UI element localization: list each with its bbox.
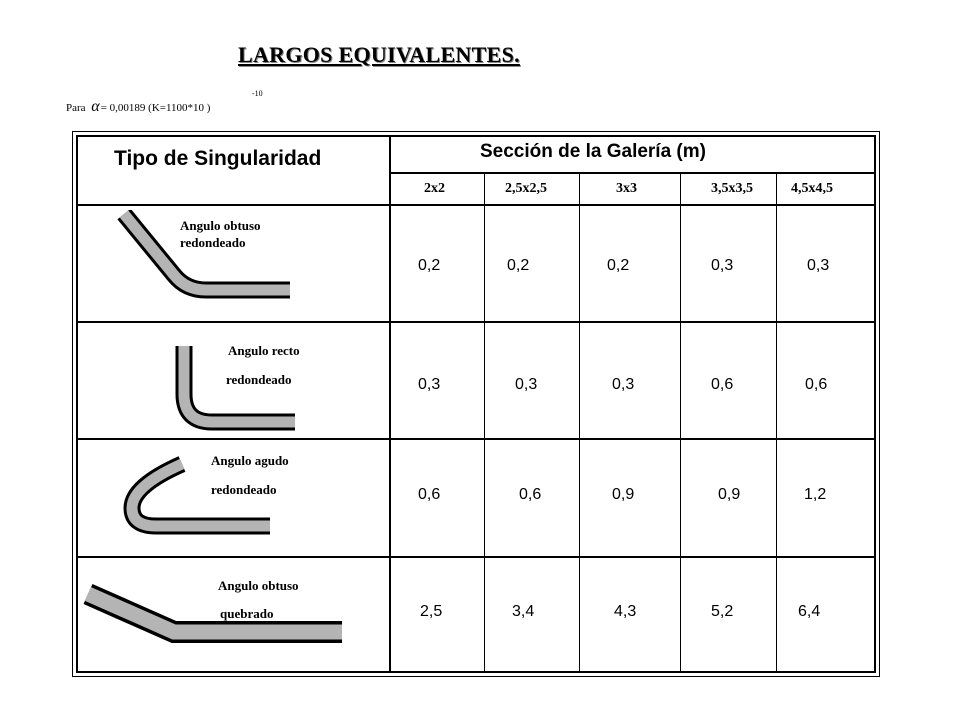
formula-exponent: -10 — [252, 89, 263, 98]
table-cell: 6,4 — [798, 603, 821, 620]
section-header: Sección de la Galería (m) — [480, 141, 706, 162]
row-label-line1: Angulo recto — [228, 343, 300, 358]
column-header: 2,5x2,5 — [505, 181, 547, 196]
obtuse-broken-bend-icon — [80, 580, 350, 670]
formula-value: = 0,00189 (K=1100*10 ) — [100, 102, 211, 114]
table-cell: 4,3 — [614, 603, 637, 620]
grid-hline — [391, 172, 876, 174]
page-title: LARGOS EQUIVALENTES. — [238, 42, 520, 67]
formula-prefix: Para — [66, 102, 86, 114]
type-header: Tipo de Singularidad — [114, 147, 322, 170]
table-cell: 5,2 — [711, 603, 734, 620]
table-cell: 0,3 — [515, 376, 538, 393]
table-cell: 0,3 — [612, 376, 635, 393]
grid-vline — [776, 174, 777, 673]
row-label-line1: Angulo agudo — [211, 453, 289, 468]
table-cell: 1,2 — [804, 486, 827, 503]
formula-note — [66, 89, 263, 116]
grid-vline — [579, 174, 580, 673]
table-cell: 0,2 — [607, 257, 630, 274]
row-label-line2: quebrado — [220, 606, 274, 621]
table-cell: 0,3 — [807, 257, 830, 274]
column-header: 4,5x4,5 — [791, 181, 833, 196]
grid-hline — [76, 321, 876, 323]
grid-vline — [484, 174, 485, 673]
row-label-line2: redondeado — [226, 372, 292, 387]
table-cell: 0,6 — [805, 376, 828, 393]
table-cell: 0,9 — [612, 486, 635, 503]
alpha-symbol: α — [91, 98, 100, 115]
grid-hline — [76, 204, 876, 206]
row-label-line1: Angulo obtuso — [218, 578, 299, 593]
table-cell: 2,5 — [420, 603, 443, 620]
column-header: 3x3 — [616, 181, 637, 196]
table-cell: 0,6 — [519, 486, 542, 503]
table-cell: 0,2 — [418, 257, 441, 274]
grid-vline — [389, 135, 391, 673]
column-header: 2x2 — [424, 181, 445, 196]
column-header: 3,5x3,5 — [711, 181, 753, 196]
grid-hline — [76, 556, 876, 558]
table-cell: 0,9 — [718, 486, 741, 503]
table-cell: 0,3 — [711, 257, 734, 274]
row-label-line2: redondeado — [180, 235, 246, 250]
row-label-line2: redondeado — [211, 482, 277, 497]
row-label-line1: Angulo obtuso — [180, 218, 261, 233]
table-cell: 0,6 — [418, 486, 441, 503]
table-cell: 3,4 — [512, 603, 535, 620]
grid-vline — [680, 174, 681, 673]
table-cell: 0,2 — [507, 257, 530, 274]
table-cell: 0,3 — [418, 376, 441, 393]
table-cell: 0,6 — [711, 376, 734, 393]
